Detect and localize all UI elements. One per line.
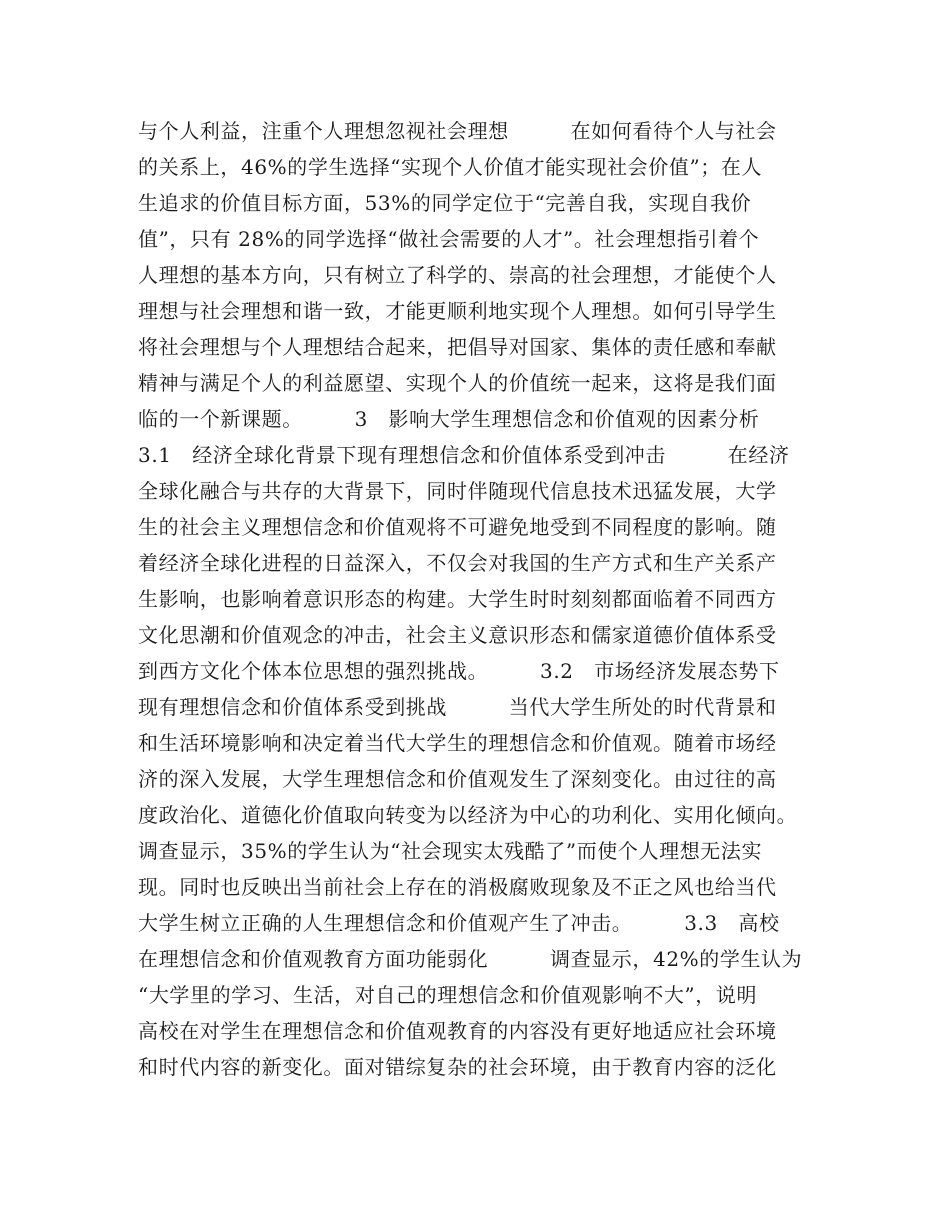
text-line: 高校在对学生在理想信念和价值观教育的内容没有更好地适应社会环境 (138, 1019, 777, 1043)
text-line: 临的一个新课题。 3 影响大学生理想信念和价值观的因素分析 (138, 407, 760, 431)
text-line: 的关系上，46%的学生选择“实现个人价值才能实现社会价值”；在人 (138, 155, 763, 179)
text-line: 和生活环境影响和决定着当代大学生的理想信念和价值观。随着市场经 (138, 731, 777, 755)
text-line: “大学里的学习、生活，对自己的理想信念和价值观影响不大”，说明 (138, 983, 758, 1007)
text-line: 3.1 经济全球化背景下现有理想信念和价值体系受到冲击 在经济 (138, 443, 790, 467)
text-line: 度政治化、道德化价值取向转变为以经济为中心的功利化、实用化倾向。 (138, 803, 798, 827)
text-line: 值”，只有 28%的同学选择“做社会需要的人才”。社会理想指引着个 (138, 227, 760, 251)
text-line: 在理想信念和价值观教育方面功能弱化 调查显示，42%的学生认为 (138, 947, 803, 971)
text-line: 着经济全球化进程的日益深入，不仅会对我国的生产方式和生产关系产 (138, 551, 777, 575)
text-line: 生影响，也影响着意识形态的构建。大学生时时刻刻都面临着不同西方 (138, 587, 777, 611)
text-line: 将社会理想与个人理想结合起来，把倡导对国家、集体的责任感和奉献 (138, 335, 777, 359)
text-line: 全球化融合与共存的大背景下，同时伴随现代信息技术迅猛发展，大学 (138, 479, 777, 503)
text-line: 现有理想信念和价值体系受到挑战 当代大学生所处的时代背景和 (138, 695, 777, 719)
text-line: 大学生树立正确的人生理想信念和价值观产生了冲击。 3.3 高校 (138, 911, 780, 935)
text-line: 理想与社会理想和谐一致，才能更顺利地实现个人理想。如何引导学生 (138, 299, 777, 323)
text-line: 与个人利益，注重个人理想忽视社会理想 在如何看待个人与社会 (138, 119, 777, 143)
text-line: 文化思潮和价值观念的冲击，社会主义意识形态和儒家道德价值体系受 (138, 623, 777, 647)
text-line: 生的社会主义理想信念和价值观将不可避免地受到不同程度的影响。随 (138, 515, 777, 539)
body-text (138, 113, 828, 1085)
text-line: 和时代内容的新变化。面对错综复杂的社会环境，由于教育内容的泛化 (138, 1055, 777, 1079)
text-line: 济的深入发展，大学生理想信念和价值观发生了深刻变化。由过往的高 (138, 767, 777, 791)
text-line: 人理想的基本方向，只有树立了科学的、崇高的社会理想，才能使个人 (138, 263, 777, 287)
text-line: 调查显示，35%的学生认为“社会现实太残酷了”而使个人理想无法实 (138, 839, 763, 863)
text-line: 现。同时也反映出当前社会上存在的消极腐败现象及不正之风也给当代 (138, 875, 777, 899)
text-line: 到西方文化个体本位思想的强烈挑战。 3.2 市场经济发展态势下 (138, 659, 780, 683)
text-line: 精神与满足个人的利益愿望、实现个人的价值统一起来，这将是我们面 (138, 371, 777, 395)
text-line: 生追求的价值目标方面，53%的同学定位于“完善自我，实现自我价 (138, 191, 752, 215)
